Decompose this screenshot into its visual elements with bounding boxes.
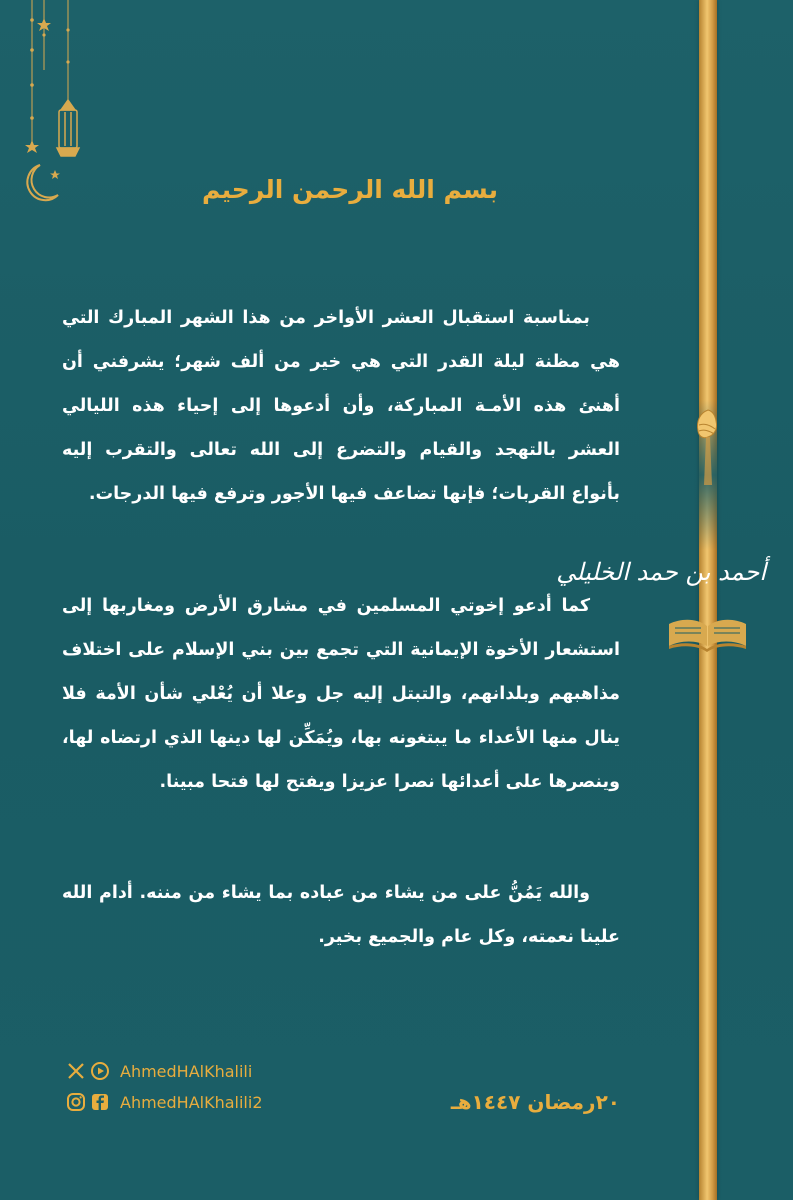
- social-row-1: [66, 1058, 252, 1084]
- open-book-icon: [665, 612, 750, 652]
- instagram-icon[interactable]: [66, 1092, 86, 1112]
- ramadan-lantern-decoration: [10, 0, 90, 210]
- date-hijri: ٢٠رمضان ١٤٤٧هـ: [450, 1090, 620, 1114]
- signature: أحمد بن حمد الخليلي: [556, 558, 766, 586]
- paragraph-3: والله يَمُنُّ على من يشاء من عباده بما يشاء من مننه. أدام الله علينا نعمته، وكل عام والجميع بخير.: [62, 882, 620, 947]
- social-handle-2[interactable]: AhmedHAlKhalili2: [120, 1092, 263, 1112]
- social-row-2: [66, 1089, 263, 1115]
- social-handle-1[interactable]: AhmedHAlKhalili: [120, 1061, 253, 1081]
- facebook-icon[interactable]: [90, 1092, 110, 1112]
- x-icon[interactable]: [66, 1061, 86, 1081]
- youtube-icon[interactable]: [90, 1061, 110, 1081]
- hands-grip-icon: [690, 405, 726, 495]
- paragraph-1: بمناسبة استقبال العشر الأواخر من هذا الشهر المبارك التي هي مظنة ليلة القدر التي هي خير من ألف شهر؛ يشرفني أن أهنئ هذه الأمـة المباركة، وأن أدعوها إلى إحياء هذه الليالي العشر بالتهجد والقيام والتضرع إلى الله تعالى والتقرب إليه بأنواع القربات؛ فإنها تضاعف فيها الأجور وترفع فيها الدرجات.: [62, 307, 620, 504]
- basmala-heading: بسم الله الرحمن الرحيم: [202, 175, 498, 204]
- paragraph-2: كما أدعو إخوتي المسلمين في مشارق الأرض ومغاربها إلى استشعار الأخوة الإيمانية التي تجمع بين بني الإسلام على اختلاف مذاهبهم وبلدانهم، والتبتل إليه جل وعلا أن يُعْلي شأن الأمة فلا ينال منها الأعداء ما يبتغونه بها، ويُمَكِّن لها دينها الذي ارتضاه لها، وينصرها على أعدائها نصرا عزيزا ويفتح لها فتحا مبينا.: [62, 595, 620, 792]
